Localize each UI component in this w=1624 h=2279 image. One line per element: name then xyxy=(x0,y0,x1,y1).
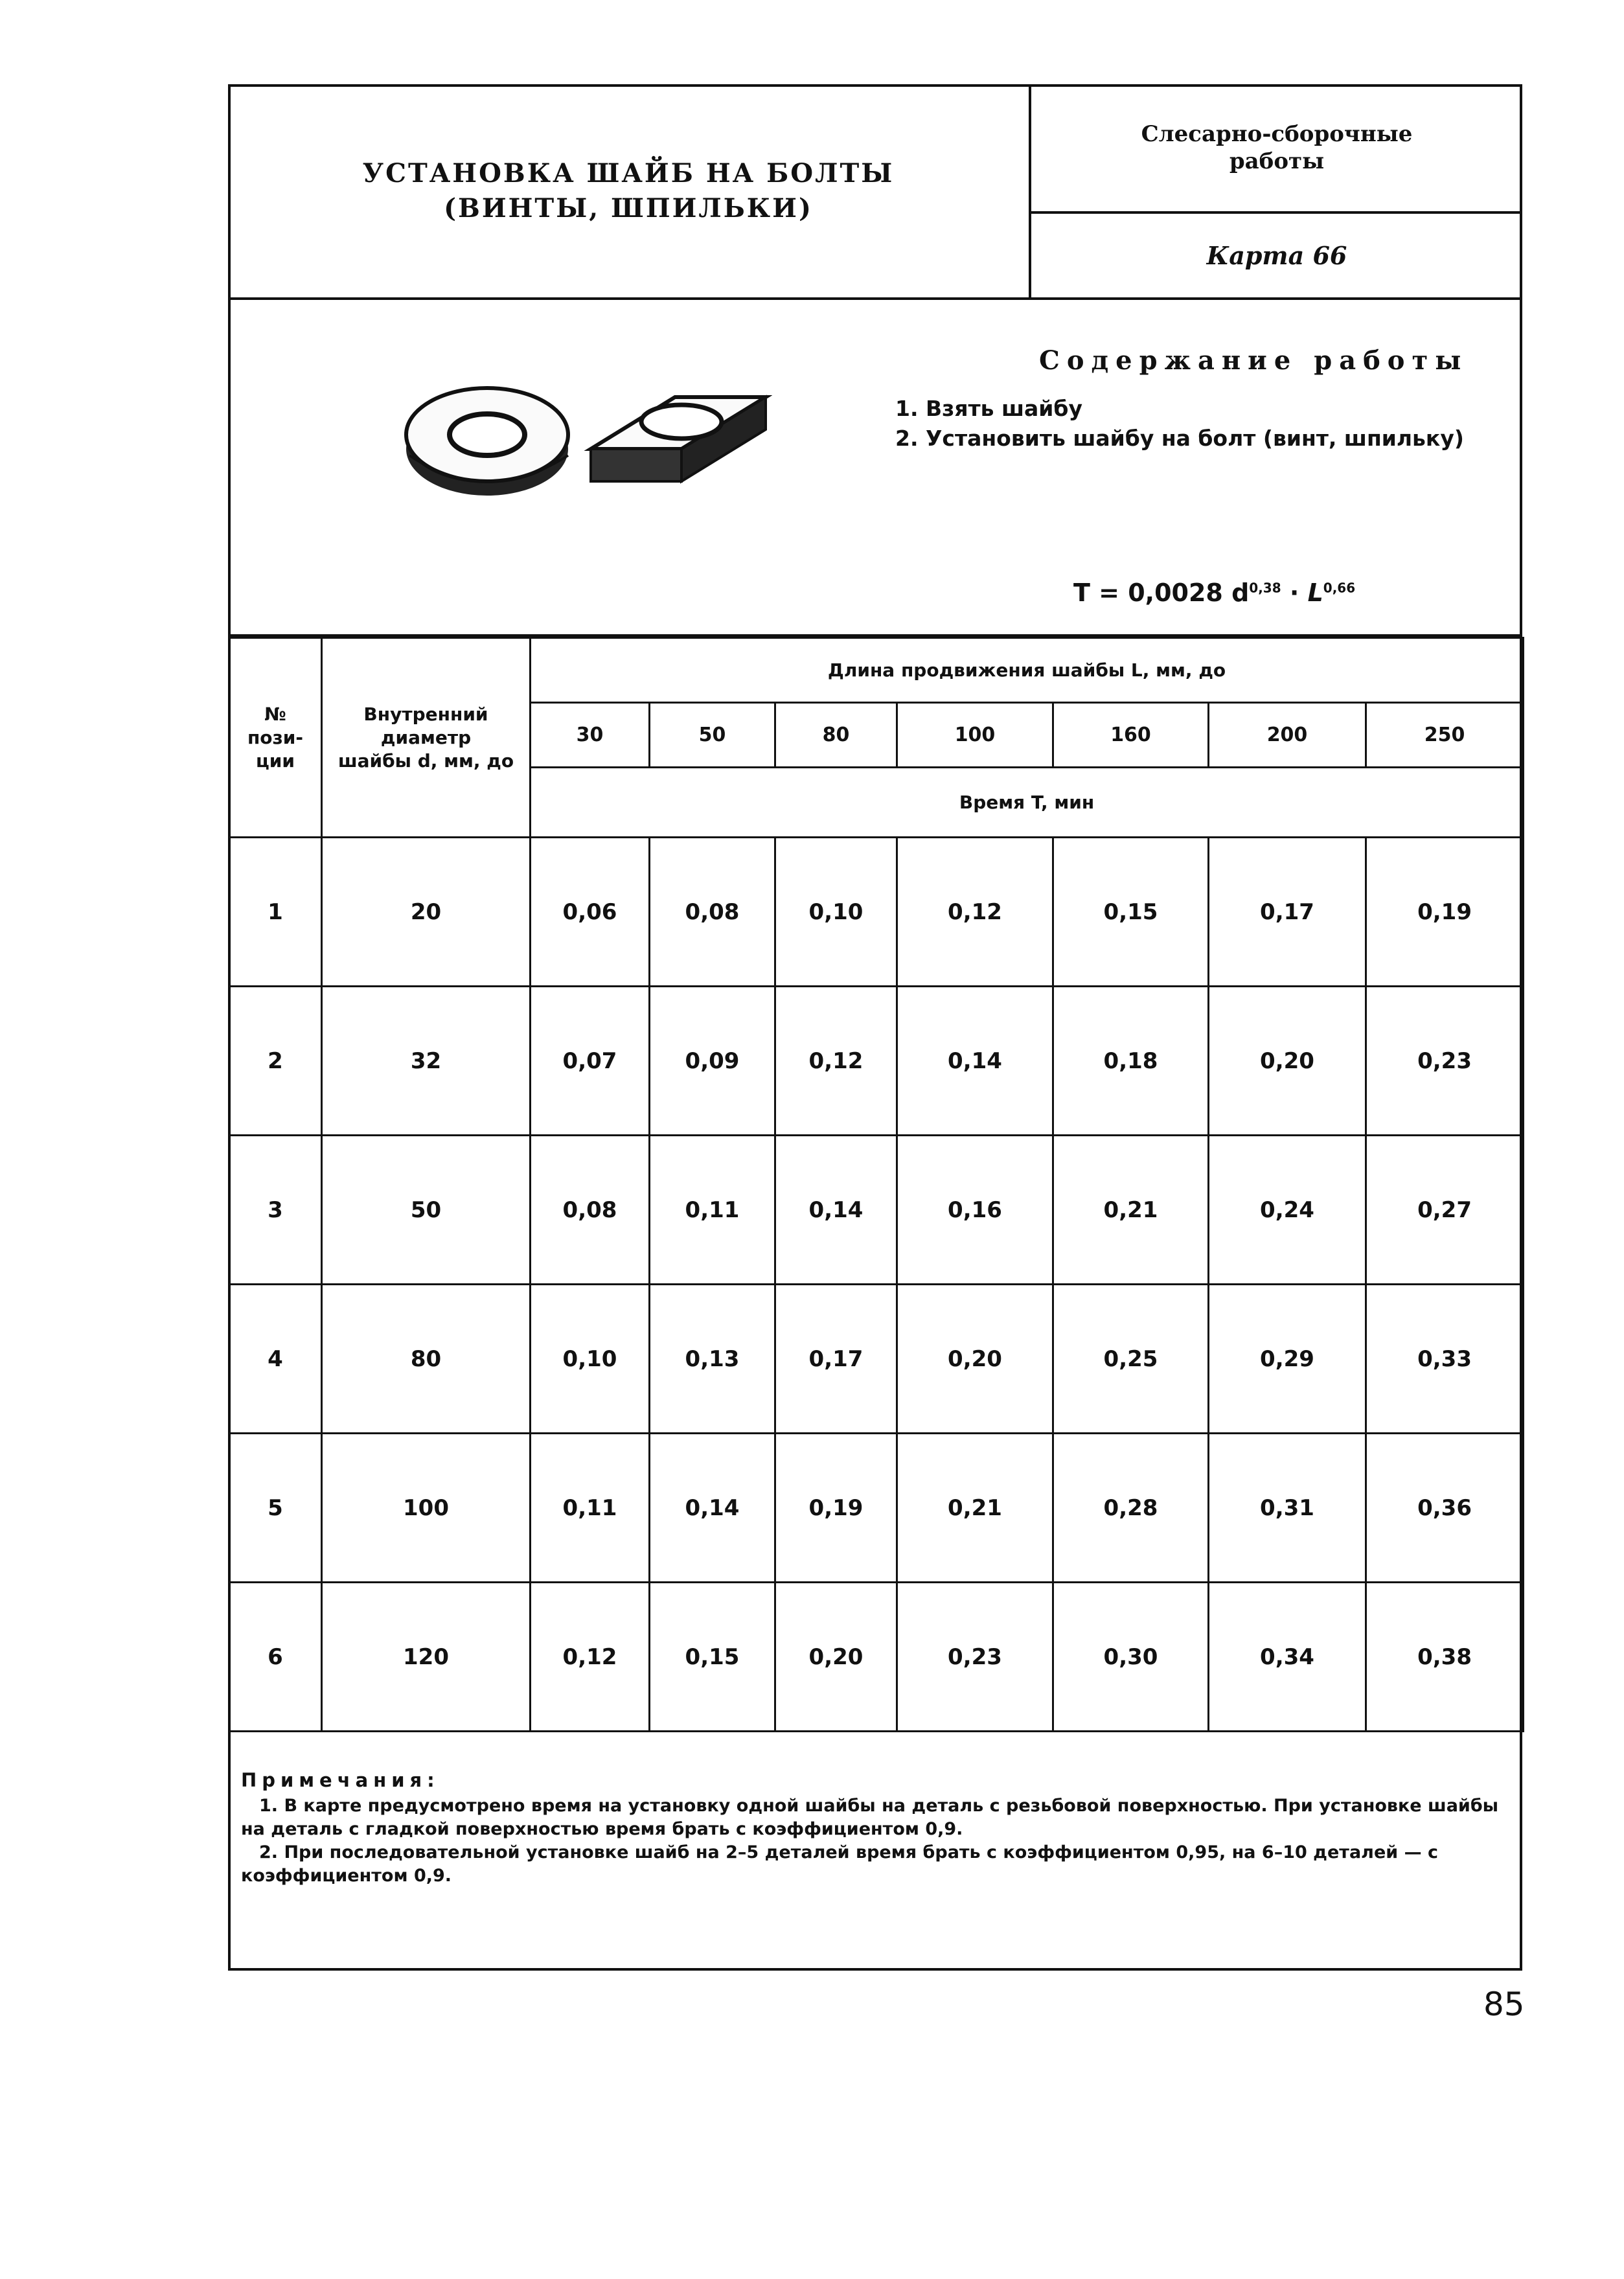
time-cell: 0,18 xyxy=(1053,987,1209,1136)
work-category xyxy=(1031,84,1522,214)
row-diameter: 50 xyxy=(322,1136,531,1285)
note-1: 1. В карте предусмотрено время на установку одной шайбы на деталь с резьбовой поверхностью. При установке шайбы на деталь с гладкой поверхностью время брать с коэффициентом 0,9. xyxy=(241,1796,1499,1839)
row-diameter: 100 xyxy=(322,1434,531,1583)
time-cell: 0,20 xyxy=(897,1285,1053,1434)
row-diameter: 20 xyxy=(322,838,531,987)
category-line-2: работы xyxy=(1229,148,1325,174)
time-cell: 0,10 xyxy=(775,838,897,987)
position-header-line-2: пози- xyxy=(247,726,304,748)
time-cell: 0,24 xyxy=(1209,1136,1366,1285)
time-cell: 0,07 xyxy=(531,987,650,1136)
time-cell: 0,30 xyxy=(1053,1583,1209,1732)
time-cell: 0,17 xyxy=(1209,838,1366,987)
row-position: 2 xyxy=(229,987,322,1136)
time-cell: 0,33 xyxy=(1366,1285,1524,1434)
time-cell: 0,20 xyxy=(775,1583,897,1732)
time-cell: 0,11 xyxy=(531,1434,650,1583)
square-washer-icon xyxy=(591,397,766,481)
time-cell: 0,12 xyxy=(897,838,1053,987)
time-header: Время T, мин xyxy=(531,768,1524,838)
card-number: Карта 66 xyxy=(1206,241,1347,270)
table-row xyxy=(229,1285,1524,1434)
length-50: 50 xyxy=(650,703,775,768)
table-row xyxy=(229,987,1524,1136)
notes xyxy=(241,1769,1504,1888)
time-cell: 0,12 xyxy=(531,1583,650,1732)
work-steps xyxy=(895,394,1464,453)
diameter-header-line-1: Внутренний xyxy=(363,703,488,725)
time-cell: 0,15 xyxy=(1053,838,1209,987)
time-cell: 0,23 xyxy=(897,1583,1053,1732)
time-cell: 0,09 xyxy=(650,987,775,1136)
work-step-2: 2. Установить шайбу на болт (винт, шпильку) xyxy=(895,426,1464,451)
time-cell: 0,13 xyxy=(650,1285,775,1434)
time-cell: 0,17 xyxy=(775,1285,897,1434)
time-cell: 0,21 xyxy=(897,1434,1053,1583)
work-content xyxy=(228,300,1522,637)
length-160: 160 xyxy=(1053,703,1209,768)
length-200: 200 xyxy=(1209,703,1366,768)
formula-d: d xyxy=(1231,578,1250,607)
table-row xyxy=(229,1583,1524,1732)
position-column-header xyxy=(229,638,322,838)
work-step-1: 1. Взять шайбу xyxy=(895,396,1082,421)
time-formula xyxy=(1073,578,1355,607)
time-cell: 0,20 xyxy=(1209,987,1366,1136)
time-cell: 0,31 xyxy=(1209,1434,1366,1583)
length-80: 80 xyxy=(775,703,897,768)
time-cell: 0,25 xyxy=(1053,1285,1209,1434)
time-cell: 0,29 xyxy=(1209,1285,1366,1434)
note-2: 2. При последовательной установке шайб на 2–5 деталей время брать с коэффициентом 0,95, на 6–10 деталей — с коэффициентом 0,9. xyxy=(241,1842,1438,1886)
row-position: 5 xyxy=(229,1434,322,1583)
row-diameter: 120 xyxy=(322,1583,531,1732)
time-cell: 0,15 xyxy=(650,1583,775,1732)
card-title xyxy=(228,84,1031,297)
time-cell: 0,12 xyxy=(775,987,897,1136)
title-line-1: УСТАНОВКА ШАЙБ НА БОЛТЫ xyxy=(362,157,895,189)
time-cell: 0,28 xyxy=(1053,1434,1209,1583)
time-cell: 0,19 xyxy=(1366,838,1524,987)
time-cell: 0,38 xyxy=(1366,1583,1524,1732)
time-cell: 0,16 xyxy=(897,1136,1053,1285)
page-number: 85 xyxy=(1483,1986,1525,2023)
time-cell: 0,08 xyxy=(531,1136,650,1285)
length-30: 30 xyxy=(531,703,650,768)
length-header: Длина продвижения шайбы L, мм, до xyxy=(531,638,1524,703)
time-cell: 0,19 xyxy=(775,1434,897,1583)
row-position: 6 xyxy=(229,1583,322,1732)
time-cell: 0,14 xyxy=(775,1136,897,1285)
time-cell: 0,21 xyxy=(1053,1136,1209,1285)
title-line-2: (ВИНТЫ, ШПИЛЬКИ) xyxy=(444,192,813,223)
round-washer-icon xyxy=(406,388,568,496)
formula-L-exponent: 0,66 xyxy=(1323,580,1356,596)
work-content-heading: Содержание работы xyxy=(1039,345,1469,376)
card-header xyxy=(228,84,1522,300)
norms-table xyxy=(228,637,1524,1732)
position-header-line-3: ции xyxy=(256,750,295,772)
length-250: 250 xyxy=(1366,703,1524,768)
row-position: 3 xyxy=(229,1136,322,1285)
formula-dot: · xyxy=(1289,578,1299,607)
washers-illustration xyxy=(403,358,772,507)
time-cell: 0,36 xyxy=(1366,1434,1524,1583)
time-cell: 0,10 xyxy=(531,1285,650,1434)
table-row xyxy=(229,1136,1524,1285)
time-cell: 0,34 xyxy=(1209,1583,1366,1732)
table-row xyxy=(229,1434,1524,1583)
formula-d-exponent: 0,38 xyxy=(1249,580,1281,596)
time-cell: 0,11 xyxy=(650,1136,775,1285)
row-position: 4 xyxy=(229,1285,322,1434)
category-line-1: Слесарно-сборочные xyxy=(1141,121,1413,147)
row-diameter: 80 xyxy=(322,1285,531,1434)
diameter-header-line-3: шайбы d, мм, до xyxy=(337,750,514,772)
table-header-row-1 xyxy=(229,638,1524,703)
row-diameter: 32 xyxy=(322,987,531,1136)
table-row xyxy=(229,838,1524,987)
notes-heading: Примечания: xyxy=(241,1769,440,1791)
formula-main: T = 0,0028 xyxy=(1073,578,1223,607)
row-position: 1 xyxy=(229,838,322,987)
time-cell: 0,14 xyxy=(650,1434,775,1583)
time-cell: 0,08 xyxy=(650,838,775,987)
time-cell: 0,27 xyxy=(1366,1136,1524,1285)
time-cell: 0,06 xyxy=(531,838,650,987)
time-cell: 0,14 xyxy=(897,987,1053,1136)
diameter-header-line-2: диаметр xyxy=(380,726,472,748)
position-header-line-1: № xyxy=(264,703,286,725)
time-cell: 0,23 xyxy=(1366,987,1524,1136)
length-100: 100 xyxy=(897,703,1053,768)
formula-L: L xyxy=(1307,578,1323,607)
diameter-column-header xyxy=(322,638,531,838)
